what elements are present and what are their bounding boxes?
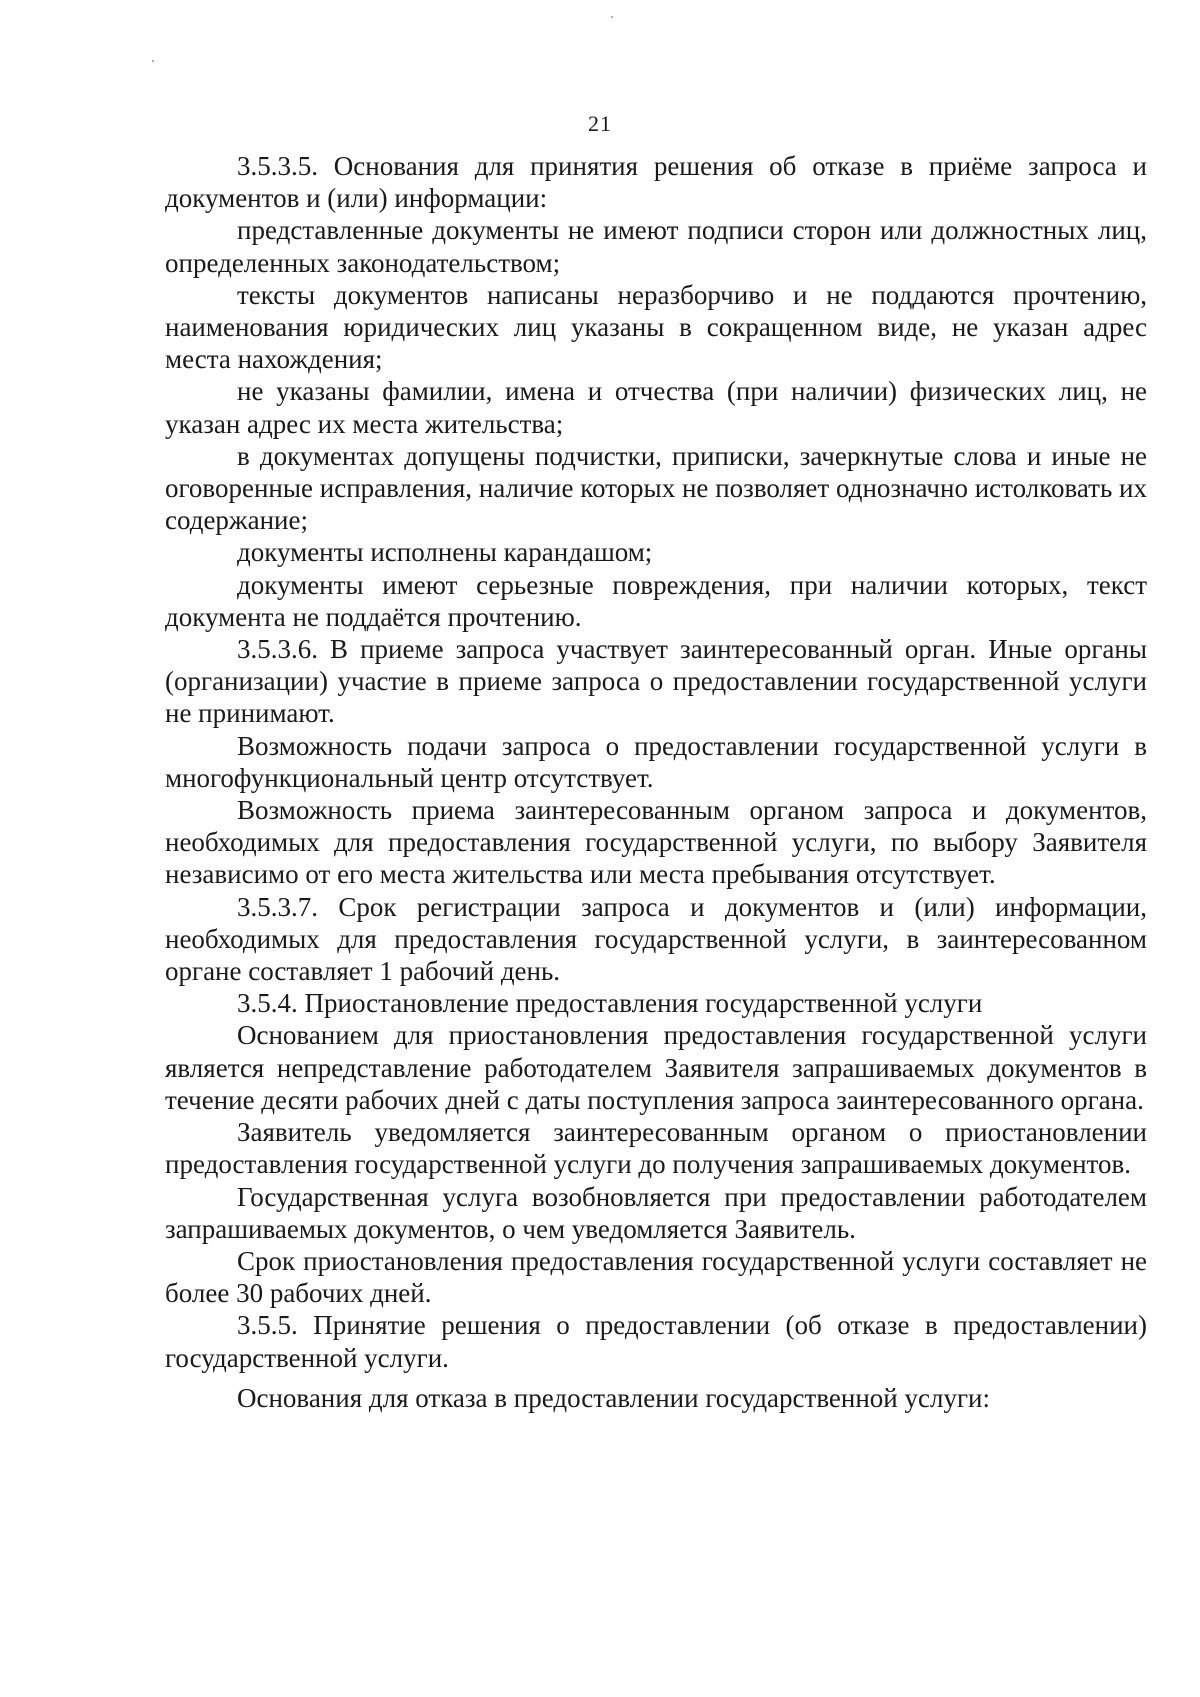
paragraph: документы имеют серьезные повреждения, при наличии которых, текст документа не поддаётся прочтению. — [165, 569, 1147, 632]
paragraph: 3.5.3.7. Срок регистрации запроса и документов и (или) информации, необходимых для предоставления государственной услуги, в заинтересованном органе составляет 1 рабочий день. — [165, 891, 1147, 987]
paragraph: 3.5.5. Принятие решения о предоставлении (об отказе в предоставлении) государственной услуги. — [165, 1310, 1147, 1373]
paragraph: Возможность подачи запроса о предоставлении государственной услуги в многофункциональный центр отсутствует. — [165, 730, 1147, 793]
paragraph: 3.5.3.6. В приеме запроса участвует заинтересованный орган. Иные органы (организации) участие в приеме запроса о предоставлении государственной услуги не принимают. — [165, 634, 1147, 729]
scan-speck — [611, 16, 613, 18]
paragraph: в документах допущены подчистки, приписки, зачеркнутые слова и иные не оговоренные исправления, наличие которых не позволяет однозначно истолковать их содержание; — [165, 440, 1147, 536]
scan-speck — [152, 60, 154, 62]
document-body — [165, 150, 1147, 1414]
paragraph: документы исполнены карандашом; — [237, 537, 653, 568]
page-number: 21 — [588, 111, 612, 136]
paragraph: Заявитель уведомляется заинтересованным органом о приостановлении предоставления государственной услуги до получения запрашиваемых документов. — [165, 1117, 1147, 1180]
paragraph: не указаны фамилии, имена и отчества (при наличии) физических лиц, не указан адрес их места жительства; — [165, 376, 1147, 439]
paragraph: Основанием для приостановления предоставления государственной услуги является непредставление работодателем Заявителя запрашиваемых документов в течение десяти рабочих дней с даты поступления запроса заинтересованного органа. — [165, 1020, 1147, 1115]
section-heading: 3.5.4. Приостановление предоставления государственной услуги — [237, 988, 983, 1019]
paragraph: Возможность приема заинтересованным органом запроса и документов, необходимых для предоставления государственной услуги, по выбору Заявителя независимо от его места жительства или места пребывания отсутствует. — [165, 795, 1147, 890]
paragraph: Срок приостановления предоставления государственной услуги составляет не более 30 рабочих дней. — [165, 1245, 1147, 1309]
paragraph: 3.5.3.5. Основания для принятия решения об отказе в приёме запроса и документов и (или) информации: — [165, 151, 1147, 214]
paragraph: тексты документов написаны неразборчиво и не поддаются прочтению, наименования юридических лиц указаны в сокращенном виде, не указан адрес места нахождения; — [165, 279, 1147, 375]
paragraph: Государственная услуга возобновляется при предоставлении работодателем запрашиваемых документов, о чем уведомляется Заявитель. — [165, 1181, 1147, 1244]
paragraph: Основания для отказа в предоставлении государственной услуги: — [237, 1382, 990, 1413]
paragraph: представленные документы не имеют подписи сторон или должностных лиц, определенных законодательством; — [165, 215, 1147, 278]
